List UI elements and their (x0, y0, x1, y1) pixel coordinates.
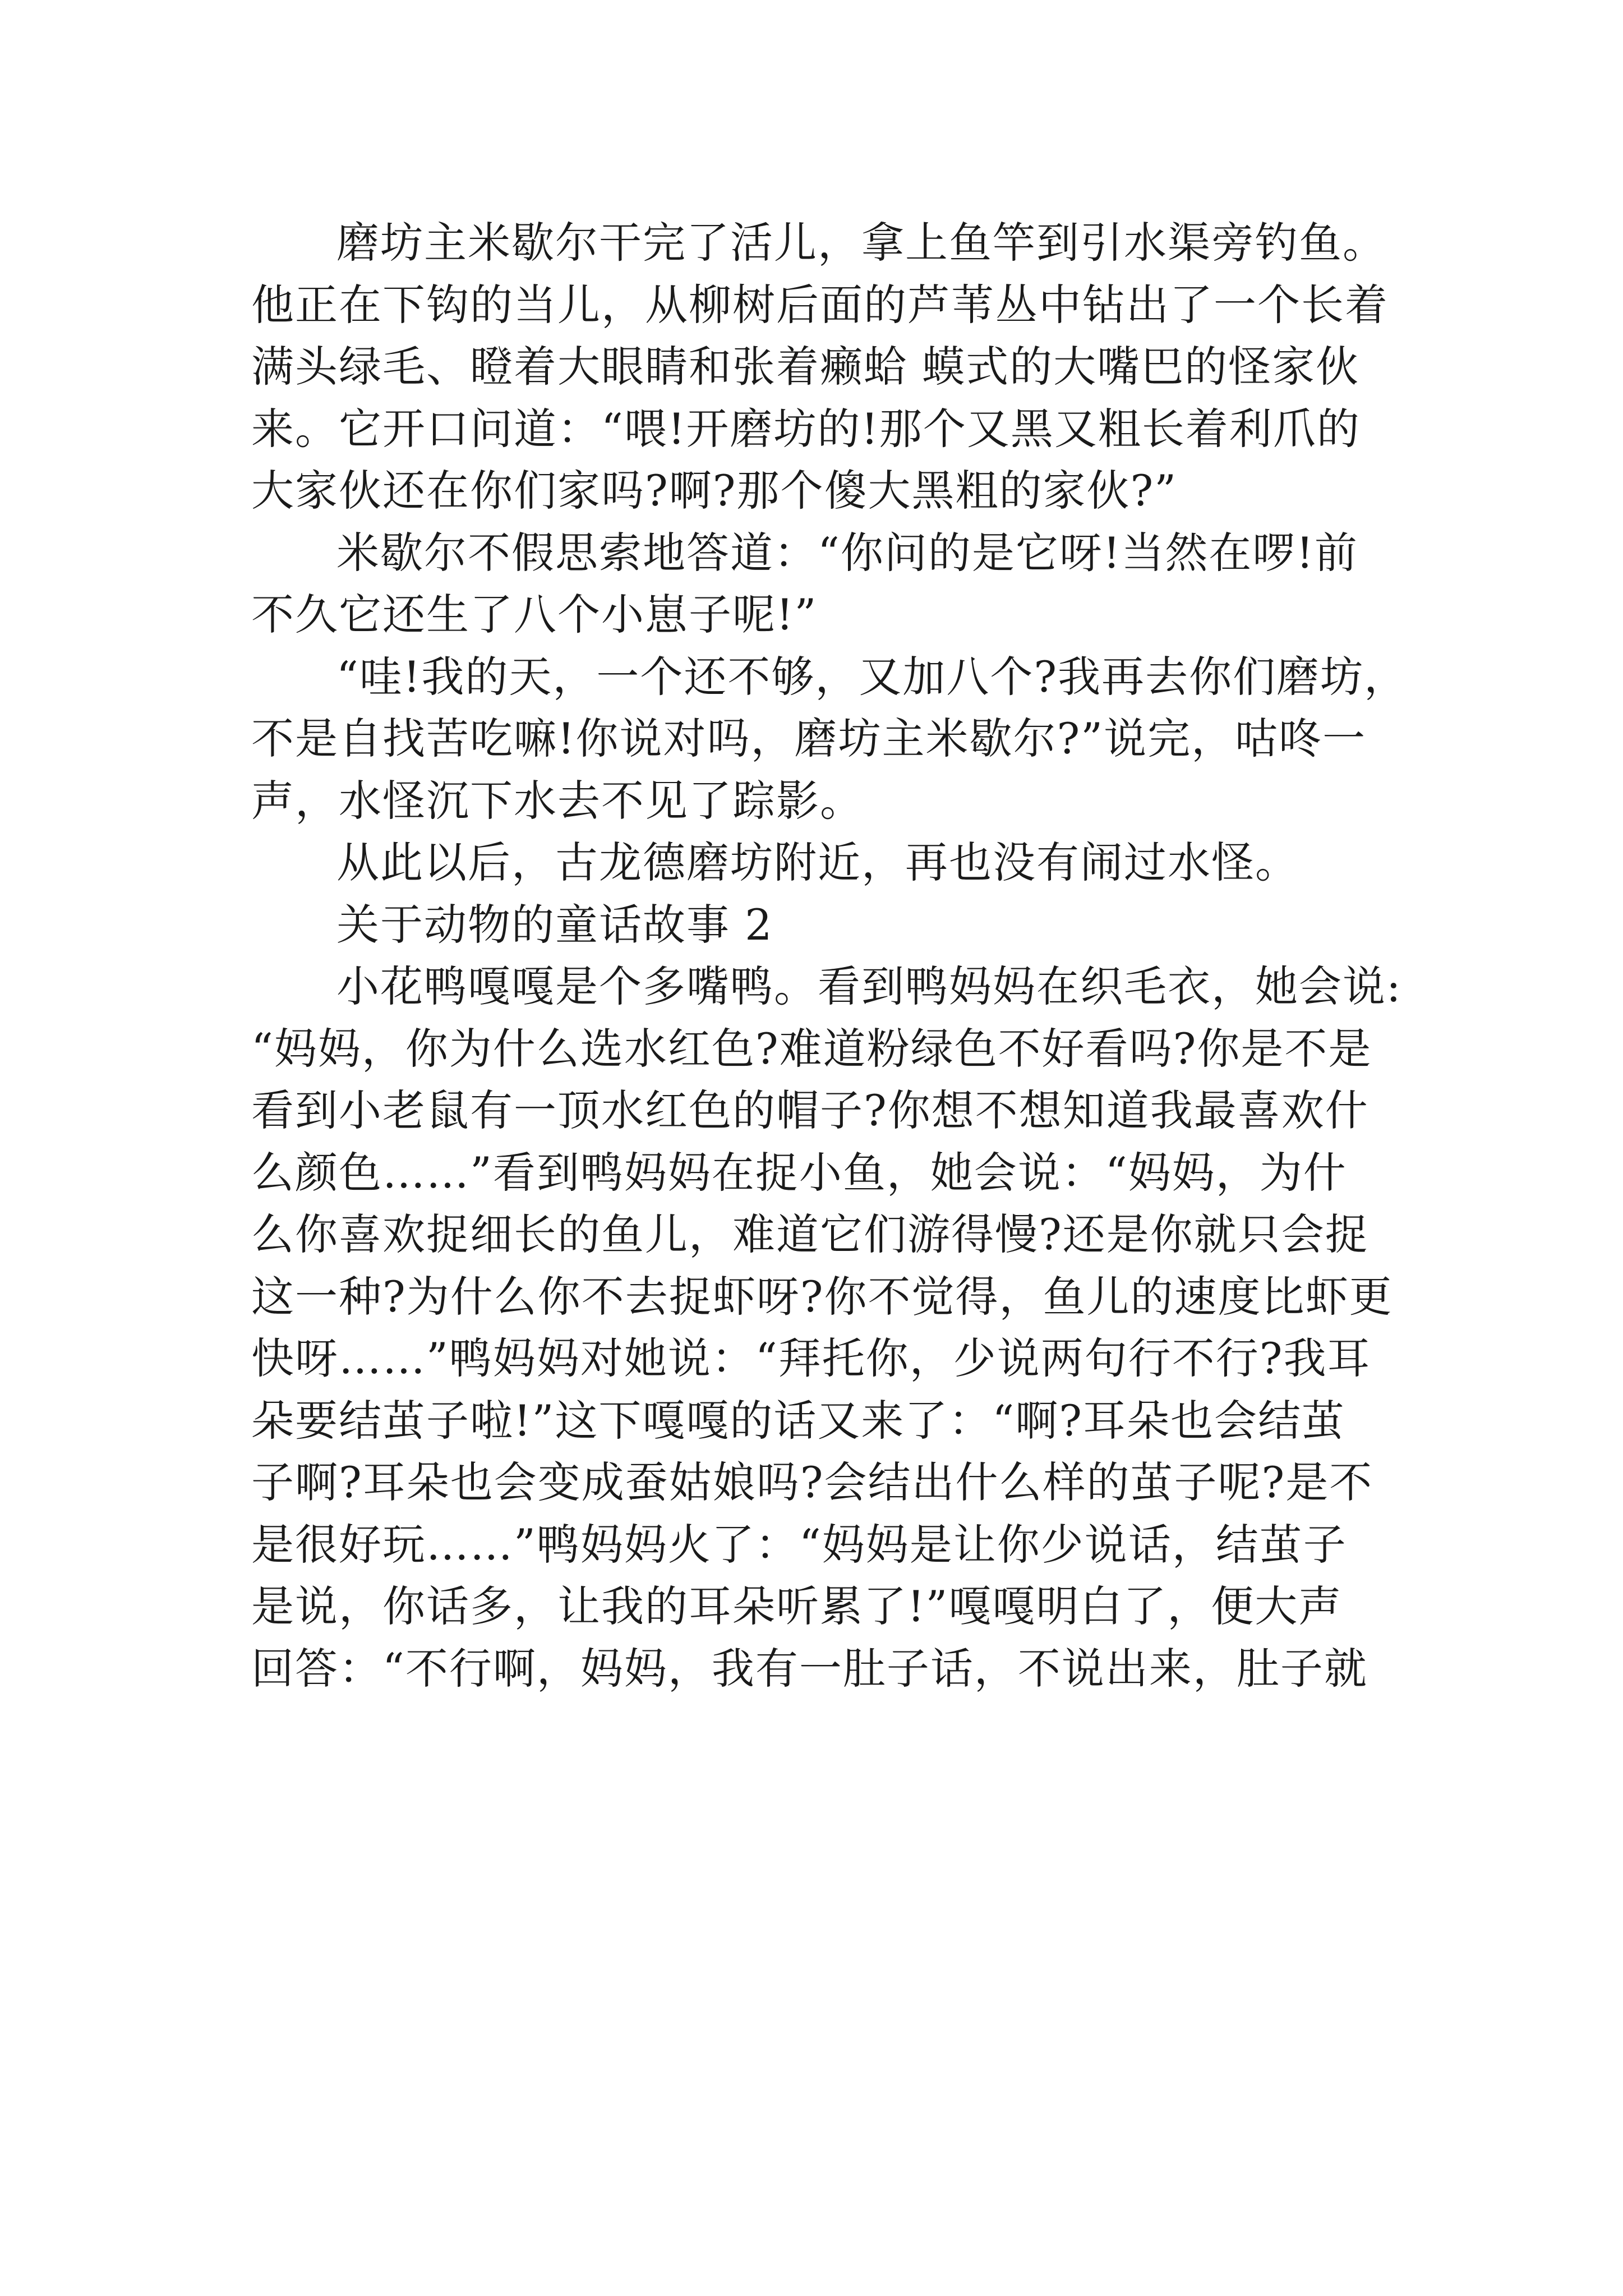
paragraph-3 (251, 646, 1408, 832)
text-line: 米歇尔不假思索地答道：“你问的是它呀!当然在啰!前 (336, 527, 1358, 578)
paragraph-2 (251, 522, 1384, 646)
text-line: 磨坊主米歇尔干完了活儿，拿上鱼竿到引水渠旁钓鱼。 (336, 218, 1386, 268)
text-line: “妈妈，你为什么选水红色?难道粉绿色不好看吗?你是不是 (251, 1023, 1372, 1074)
text-line: 从此以后，古龙德磨坊附近，再也没有闹过水怪。 (336, 838, 1299, 887)
paragraph-4 (251, 832, 1384, 894)
paragraph-1 (251, 212, 1389, 522)
section-heading (251, 894, 1384, 956)
text-line: 不久它还生了八个小崽子呢!” (251, 590, 818, 639)
text-line: 声，水怪沉下水去不见了踪影。 (251, 775, 864, 826)
text-line: 子啊?耳朵也会变成蚕姑娘吗?会结出什么样的茧子呢?是不 (251, 1457, 1373, 1507)
text-line: 不是自找苦吃嘛!你说对吗，磨坊主米歇尔?”说完，咕咚一 (251, 714, 1367, 763)
text-line: 么你喜欢捉细长的鱼儿，难道它们游得慢?还是你就只会捉 (251, 1209, 1369, 1259)
text-line: 满头绿毛、瞪着大眼睛和张着癞蛤 蟆式的大嘴巴的怪家伙 (251, 342, 1360, 392)
document-body (251, 212, 1408, 1700)
text-line: 这一种?为什么你不去捉虾呀?你不觉得，鱼儿的速度比虾更 (251, 1271, 1393, 1322)
text-line: 是说，你话多，让我的耳朵听累了!”嘎嘎明白了，便大声 (251, 1581, 1343, 1631)
text-line: 来。它开口问道：“喂!开磨坊的!那个又黑又粗长着利爪的 (251, 403, 1361, 454)
text-line: 回答：“不行啊，妈妈，我有一肚子话，不说出来，肚子就 (251, 1643, 1368, 1694)
text-line: 朵要结茧子啦!”这下嘎嘎的话又来了：“啊?耳朵也会结茧 (251, 1395, 1345, 1446)
text-line: 么颜色……”看到鸭妈妈在捉小鱼，她会说：“妈妈，为什 (251, 1147, 1347, 1198)
text-line: 是很好玩……”鸭妈妈火了：“妈妈是让你少说话，结茧子 (251, 1519, 1347, 1570)
text-line: 小花鸭嘎嘎是个多嘴鸭。看到鸭妈妈在织毛衣，她会说: (336, 961, 1402, 1011)
text-line: 他正在下钩的当儿，从柳树后面的芦苇丛中钻出了一个长着 (251, 279, 1389, 330)
text-line: 快呀……”鸭妈妈对她说：“拜托你，少说两句行不行?我耳 (251, 1333, 1371, 1383)
text-line: 看到小老鼠有一顶水红色的帽子?你想不想知道我最喜欢什 (251, 1085, 1369, 1135)
text-line: “哇!我的天，一个还不够，又加八个?我再去你们磨坊， (336, 651, 1408, 702)
section-title: 关于动物的童话故事 2 (336, 899, 773, 950)
text-line: 大家伙还在你们家吗?啊?那个傻大黑粗的家伙?” (251, 466, 1178, 516)
paragraph-5 (251, 956, 1402, 1700)
